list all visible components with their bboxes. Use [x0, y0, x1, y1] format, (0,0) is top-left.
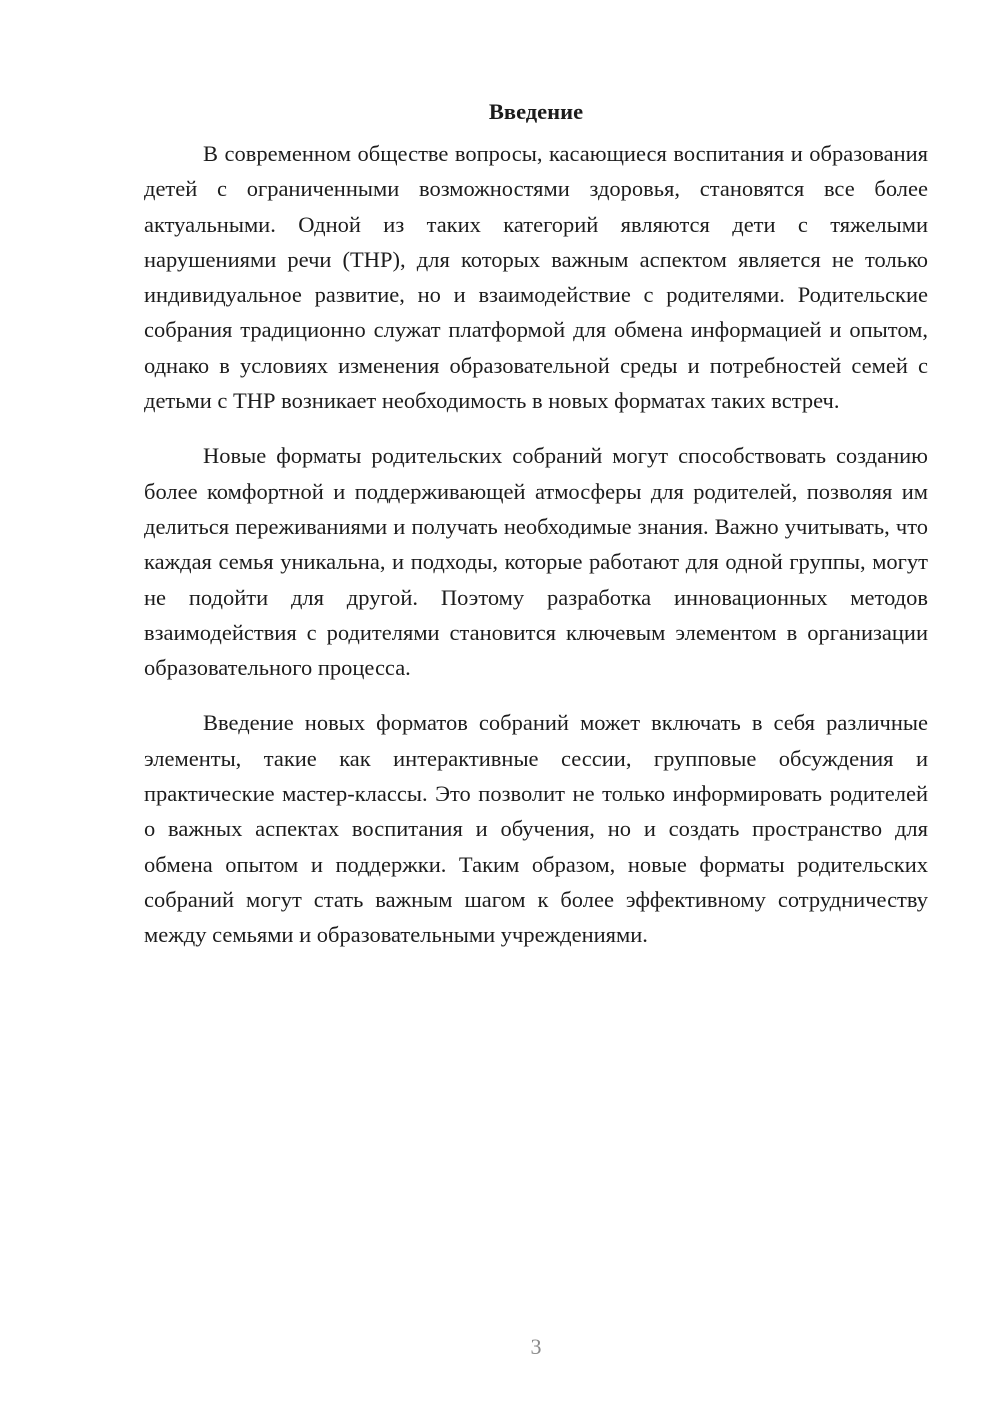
document-body	[144, 96, 928, 953]
paragraph: Введение новых форматов собраний может включать в себя различные элементы, такие как интерактивные сессии, групповые обсуждения и практические мастер-классы. Это позволит не только информировать родителей о важных аспектах воспитания и обучения, но и создать пространство для обмена опытом и поддержки. Таким образом, новые форматы родительских собраний могут стать важным шагом к более эффективному сотрудничеству между семьями и образовательными учреждениями.	[144, 710, 928, 948]
page-number: 3	[530, 1334, 542, 1359]
paragraph: Новые форматы родительских собраний могут способствовать созданию более комфортной и поддерживающей атмосферы для родителей, позволяя им делиться переживаниями и получать необходимые знания. Важно учитывать, что каждая семья уникальна, и подходы, которые работают для одной группы, могут не подойти для другой. Поэтому разработка инновационных методов взаимодействия с родителями становится ключевым элементом в организации образовательного процесса.	[144, 443, 928, 681]
section-heading: Введение	[488, 99, 584, 124]
paragraph: В современном обществе вопросы, касающиеся воспитания и образования детей с ограниченными возможностями здоровья, становятся все более актуальными. Одной из таких категорий являются дети с тяжелыми нарушениями речи (ТНР), для которых важным аспектом является не только индивидуальное развитие, но и взаимодействие с родителями. Родительские собрания традиционно служат платформой для обмена информацией и опытом, однако в условиях изменения образовательной среды и потребностей семей с детьми с ТНР возникает необходимость в новых форматах таких встреч.	[144, 141, 928, 414]
